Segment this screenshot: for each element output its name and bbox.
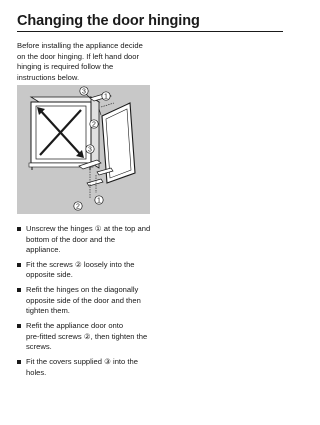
step-line: Unscrew the hinges ① at the top and — [26, 224, 151, 233]
step-line: screws. — [26, 342, 52, 352]
step-line: bottom of the door and the — [26, 234, 116, 244]
intro-paragraph — [17, 41, 157, 83]
intro-line: hinging is required follow the — [17, 62, 114, 71]
callout-3-bottom — [86, 145, 94, 154]
step-line: Fit the screws ② loosely into the — [26, 259, 135, 269]
svg-text:1: 1 — [97, 197, 101, 205]
step-item — [17, 260, 167, 281]
bullet-square — [17, 227, 21, 231]
step-item — [17, 357, 167, 378]
bullet-square — [17, 360, 21, 364]
intro-line: on the door hinging. If left hand door — [17, 51, 140, 61]
door-hinging-illustration — [17, 85, 150, 214]
step-line: Fit the covers supplied ③ into the — [26, 357, 138, 367]
intro-line: instructions below. — [17, 72, 80, 82]
svg-text:3: 3 — [88, 146, 92, 154]
step-line: Refit the hinges on the diagonally — [26, 285, 139, 295]
step-line: opposite side. — [26, 270, 73, 280]
callout-2-bottom — [74, 202, 82, 211]
step-line: holes. — [26, 367, 47, 377]
svg-text:2: 2 — [92, 121, 96, 129]
step-item — [17, 285, 167, 317]
step-item — [17, 321, 167, 353]
intro-line: Before installing the appliance decide — [17, 41, 143, 50]
page-title: Changing the door hinging — [17, 13, 200, 29]
step-line: tighten them. — [26, 306, 70, 316]
bullet-square — [17, 288, 21, 292]
svg-text:1: 1 — [104, 93, 108, 101]
svg-text:2: 2 — [76, 203, 80, 211]
bullet-square — [17, 263, 21, 267]
appliance-door-diagram — [17, 85, 150, 214]
appliance-cabinet — [29, 97, 99, 170]
callout-1-bottom — [95, 196, 103, 205]
step-line: opposite side of the door and then — [26, 295, 141, 305]
callout-2-top — [90, 120, 98, 129]
step-item — [17, 224, 167, 256]
callout-1-top — [102, 92, 110, 101]
step-line: appliance. — [26, 245, 61, 254]
callout-3-top — [80, 87, 88, 96]
step-line: pre-fitted screws ②, then tighten the — [26, 331, 148, 341]
step-line: Refit the appliance door onto — [26, 321, 124, 331]
instruction-steps — [17, 224, 167, 382]
svg-text:3: 3 — [82, 88, 86, 96]
title-divider — [17, 31, 283, 32]
bullet-square — [17, 324, 21, 328]
